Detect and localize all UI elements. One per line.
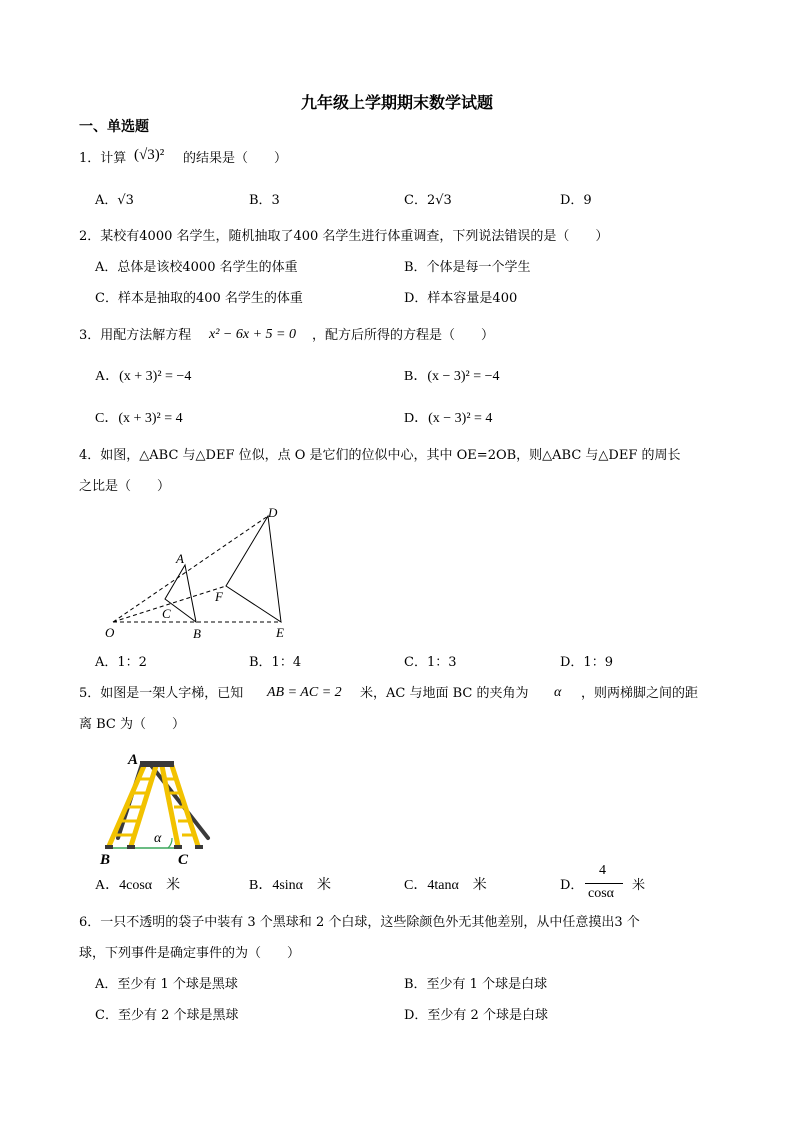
q1-option-b[interactable]: B．3 xyxy=(249,193,280,208)
q4-option-c[interactable]: C．1：3 xyxy=(404,655,457,670)
q5-stem-middle: 米，AC 与地面 BC 的夹角为 xyxy=(360,686,529,701)
label-b: B xyxy=(100,852,111,868)
q3-option-a[interactable]: A．(x + 3)² = −4 xyxy=(95,369,192,384)
page-title: 九年级上学期期末数学试题 xyxy=(300,93,493,112)
q5-given: AB = AC = 2 xyxy=(267,685,342,700)
label-d: D xyxy=(268,505,278,520)
label-e: E xyxy=(276,625,284,640)
q6-stem-line1: 6．一只不透明的袋子中装有 3 个黑球和 2 个白球，这些除颜色外无其他差别，从中任意摸出3 个 xyxy=(79,915,640,930)
q1-option-c[interactable]: C．2√3 xyxy=(404,193,452,208)
fraction-bar xyxy=(585,883,623,884)
q2-option-d[interactable]: D．样本容量是400 xyxy=(404,291,518,306)
q5-option-a[interactable]: A．4cosα 米 xyxy=(95,878,181,893)
q2-stem: 2．某校有4000 名学生，随机抽取了400 名学生进行体重调查，下列说法错误的是（ ） xyxy=(79,229,609,244)
q4-stem-line1: 4．如图，△ABC 与△DEF 位似，点 O 是它们的位似中心，其中 OE=2OB，则△ABC 与△DEF 的周长 xyxy=(79,448,681,463)
q6-option-a[interactable]: A．至少有 1 个球是黑球 xyxy=(95,977,238,992)
q1-expression: (√3)² xyxy=(134,147,165,163)
label-c: C xyxy=(162,606,171,621)
q6-option-c[interactable]: C．至少有 2 个球是黑球 xyxy=(95,1008,239,1023)
q1-stem-prefix: 1．计算 xyxy=(79,151,127,166)
q5-stem-line2: 离 BC 为（ ） xyxy=(79,717,186,732)
q3-option-b[interactable]: B．(x − 3)² = −4 xyxy=(404,369,500,384)
label-alpha: α xyxy=(154,831,162,846)
q5-stem-end: ，则两梯脚之间的距 xyxy=(581,686,699,701)
q5-option-d-prefix: D． xyxy=(560,878,584,893)
q1-option-d[interactable]: D．9 xyxy=(560,193,592,208)
back-leg-right xyxy=(150,764,208,838)
label-f: F xyxy=(215,589,223,604)
q6-option-b[interactable]: B．至少有 1 个球是白球 xyxy=(404,977,548,992)
ladder-top-cap xyxy=(140,761,174,767)
q5-ladder-figure xyxy=(96,748,226,870)
angle-arc xyxy=(168,838,172,848)
label-a: A xyxy=(128,752,139,768)
q2-option-b[interactable]: B．个体是每一个学生 xyxy=(404,260,531,275)
q3-option-c[interactable]: C．(x + 3)² = 4 xyxy=(95,411,183,426)
q5-stem-prefix: 5．如图是一架人字梯，已知 xyxy=(79,686,244,701)
label-c: C xyxy=(178,852,189,868)
section-heading: 一、单选题 xyxy=(79,119,149,135)
label-a: A xyxy=(176,551,184,566)
q4-option-b[interactable]: B．1：4 xyxy=(249,655,302,670)
q5-option-d-denominator: cosα xyxy=(588,886,614,901)
q6-stem-line2: 球，下列事件是确定事件的为（ ） xyxy=(79,946,301,961)
q4-option-d[interactable]: D．1：9 xyxy=(560,655,613,670)
q4-stem-line2: 之比是（ ） xyxy=(79,479,171,494)
q1-option-a[interactable]: A．√3 xyxy=(95,193,134,208)
q5-option-c[interactable]: C．4tanα 米 xyxy=(404,878,487,893)
q1-stem-suffix: 的结果是（ ） xyxy=(183,151,288,166)
q6-option-d[interactable]: D．至少有 2 个球是白球 xyxy=(404,1008,548,1023)
label-b: B xyxy=(193,626,201,641)
q3-stem-suffix: ，配方后所得的方程是（ ） xyxy=(312,328,495,343)
q2-option-a[interactable]: A．总体是该校4000 名学生的体重 xyxy=(95,260,298,275)
q3-equation: x² − 6x + 5 = 0 xyxy=(209,327,296,342)
q5-option-d-unit: 米 xyxy=(632,878,646,893)
triangle-def xyxy=(226,516,281,622)
q4-option-a[interactable]: A．1：2 xyxy=(95,655,147,670)
q4-homothety-figure xyxy=(100,502,300,644)
label-o: O xyxy=(105,625,115,640)
q2-option-c[interactable]: C．样本是抽取的400 名学生的体重 xyxy=(95,291,303,306)
ray-od xyxy=(113,516,268,622)
q5-angle-symbol: α xyxy=(554,685,562,700)
q5-option-b[interactable]: B．4sinα 米 xyxy=(249,878,332,893)
q5-option-d-numerator: 4 xyxy=(599,863,606,878)
q3-stem-prefix: 3．用配方法解方程 xyxy=(79,328,192,343)
q3-option-d[interactable]: D．(x − 3)² = 4 xyxy=(404,411,493,426)
